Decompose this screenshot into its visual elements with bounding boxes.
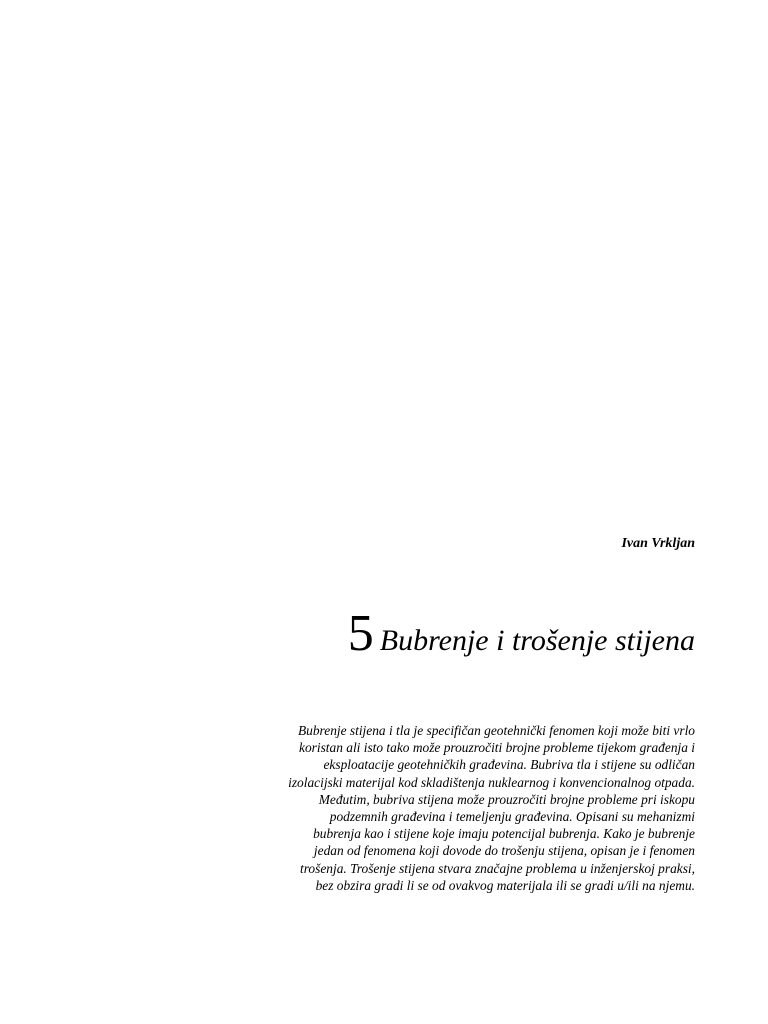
chapter-number: 5 (347, 605, 374, 662)
abstract-line: Međutim, bubriva stijena može prouzročiti brojne probleme pri iskopu (318, 791, 695, 807)
chapter-heading (347, 605, 695, 662)
abstract-line: Bubrenje stijena i tla je specifičan geotehnički fenomen koji može biti vrlo (297, 723, 695, 738)
chapter-title: Bubrenje i trošenje stijena (379, 624, 695, 657)
abstract-line: bez obzira gradi li se od ovakvog materijala ili se gradi u/ili na njemu. (315, 877, 695, 893)
abstract-line: koristan ali isto tako može prouzročiti brojne probleme tijekom građenja i (299, 740, 695, 756)
abstract-line: bubrenja kao i stijene koje imaju potencijal bubrenja. Kako je bubrenje (313, 826, 695, 842)
abstract-line: podzemnih građevina i temeljenju građevina. Opisani su mehanizmi (329, 809, 695, 825)
abstract-line: trošenja. Trošenje stijena stvara značajne problema u inženjerskoj praksi, (300, 860, 695, 876)
abstract-line: eksploatacije geotehničkih građevina. Bubriva tla i stijene su odličan (323, 757, 695, 773)
abstract-line: izolacijski materijal kod skladištenja nuklearnog i konvencionalnog otpada. (288, 774, 695, 790)
author-name: Ivan Vrkljan (621, 536, 695, 551)
chapter-abstract (215, 722, 695, 894)
abstract-line: jedan od fenomena koji dovode do trošenju stijena, opisan je i fenomen (313, 843, 695, 859)
